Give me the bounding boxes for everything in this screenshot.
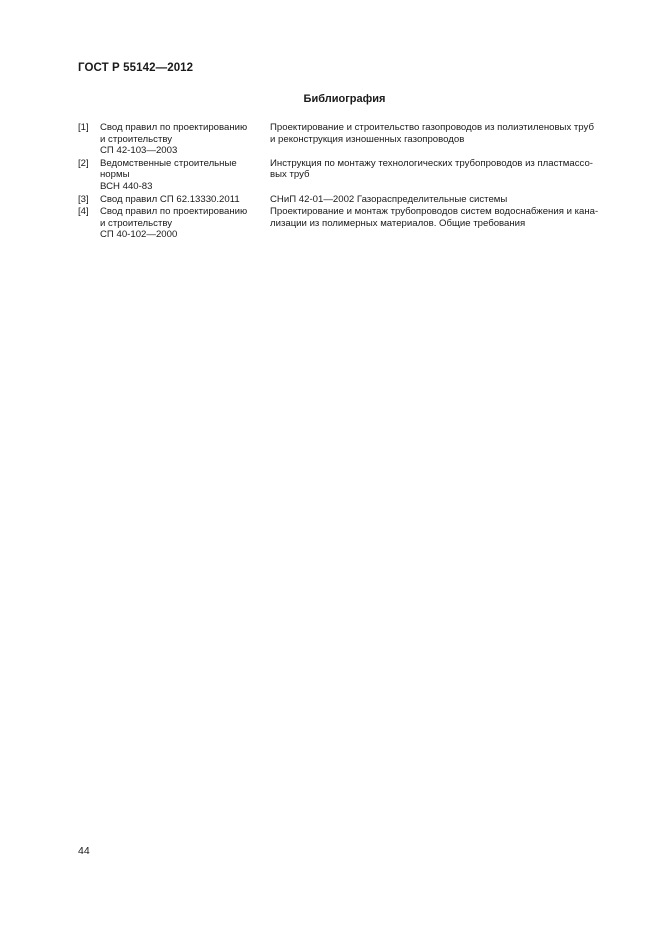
entry-source-line: СП 40-102—2000: [100, 229, 178, 241]
page-number: 44: [78, 845, 90, 857]
entry-source-line: Свод правил СП 62.13330.2011: [100, 193, 240, 205]
entry-description-line: вых труб: [270, 169, 310, 181]
entry-number: [1]: [78, 122, 89, 133]
entry-source: [100, 194, 270, 206]
entry-source-line: и строительству: [100, 133, 173, 145]
entry-source: [100, 206, 270, 241]
entry-source: [100, 122, 270, 157]
entry-description-line: Проектирование и строительство газопроводов из полиэтиленовых труб: [270, 122, 594, 133]
entry-source-line: и строительству: [100, 217, 173, 229]
bibliography-entry: [78, 122, 618, 157]
document-code: ГОСТ Р 55142—2012: [78, 62, 194, 74]
entry-source-line: Свод правил по проектированию: [100, 206, 248, 218]
entry-source-line: ВСН 440-83: [100, 180, 153, 192]
entry-number: [4]: [78, 206, 89, 218]
bibliography-entry: [78, 158, 618, 193]
entry-source: [100, 158, 270, 193]
entry-source-line: нормы: [100, 169, 130, 181]
bibliography-entry: [78, 194, 618, 206]
entry-description: [270, 122, 618, 157]
entry-number: [3]: [78, 193, 89, 205]
entry-description: [270, 194, 618, 206]
entry-source-line: Свод правил по проектированию: [100, 122, 248, 133]
bibliography-entry: [78, 206, 618, 241]
entry-description-line: лизации из полимерных материалов. Общие требования: [270, 217, 526, 229]
entry-description-line: СНиП 42-01—2002 Газораспределительные системы: [270, 193, 508, 205]
entry-description-line: и реконструкция изношенных газопроводов: [270, 133, 465, 145]
entry-description-line: Проектирование и монтаж трубопроводов систем водоснабжения и кана-: [270, 206, 599, 218]
entry-source-line: СП 42-103—2003: [100, 145, 178, 157]
entry-description-line: Инструкция по монтажу технологических трубопроводов из пластмассо-: [270, 157, 593, 169]
section-title: Библиография: [303, 93, 386, 105]
entry-description: [270, 206, 618, 241]
entry-description: [270, 158, 618, 193]
bibliography-list: [78, 122, 618, 242]
entry-number: [2]: [78, 157, 89, 169]
entry-source-line: Ведомственные строительные: [100, 157, 237, 169]
